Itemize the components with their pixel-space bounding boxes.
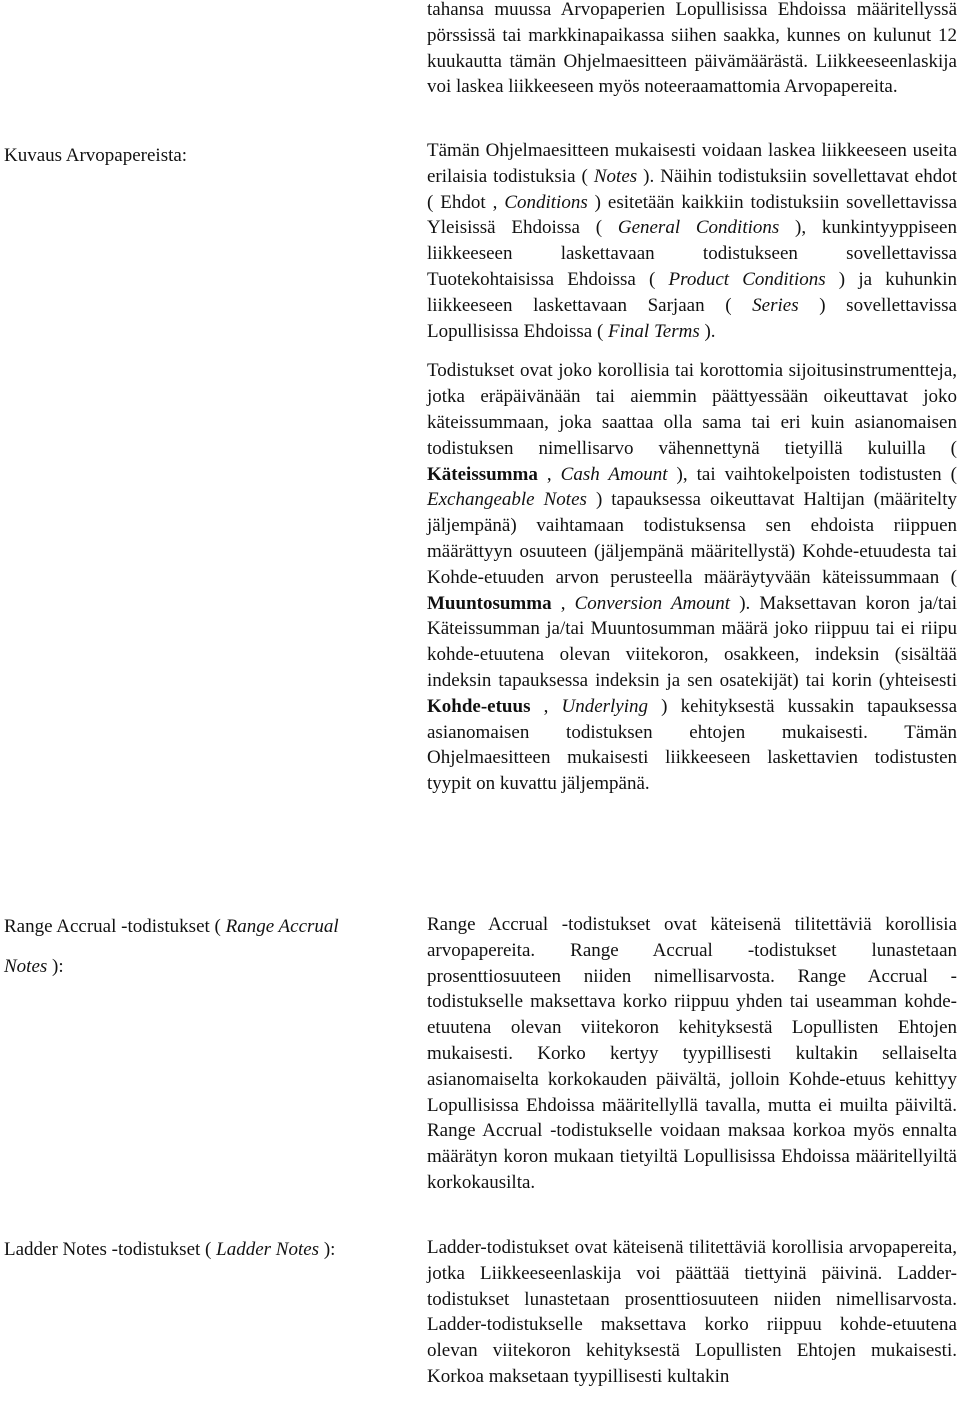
text-segment: tahansa muussa Arvopaperien Lopullisissa Ehdoissa määritellyssä pörssissä tai markkinapaikassa siihen saakka, kunnes on kulunut 12 kuukautta tämän Ohjelmaesitteen päivämäärästä. Liikkeeseenlaskija voi laskea liikkeeseen myös noteeraamattomia Arvopapereita. xyxy=(427,0,957,98)
paragraph xyxy=(427,138,957,344)
text-segment: Todistukset ovat joko korollisia tai korottomia sijoitusinstrumentteja, jotka eräpäivänään tai aiemmin päättyessään oikeuttavat joko käteissummaan, joka saattaa olla sama tai eri kuin asianomaisen todistuksen nimellisarvo vähennettynä tietyillä kuluilla ( xyxy=(427,360,957,459)
paragraph xyxy=(427,1235,957,1390)
row-label xyxy=(4,1230,384,1270)
text-segment: ): xyxy=(47,956,64,977)
text-segment: Range Accrual -todistukset ovat käteisenä tilitettäviä korollisia arvopapereita. Range Accrual -todistukset lunastetaan prosenttiosuuteen niiden nimellisarvosta. Range Accrual -todistukselle maksettava korko riippuu yhden tai useamman kohde-etuutena olevan viitekoron kehityksestä Lopullisten Ehtojen mukaisesti. Korko kertyy tyypillisesti kultakin sellaiselta asianomaiselta korkokauden päivältä, jolloin Kohde-etuus kehittyy Lopullisissa Ehdoissa määritellyllä tavalla, mutta ei muilta päiviltä. Range Accrual -todistukselle voidaan maksaa korkoa myös ennalta määrätyn koron mukaan tietyiltä Lopullisissa Ehdoissa määritellyiltä korkokausilta. xyxy=(427,914,957,1193)
italic-term: Conversion Amount xyxy=(574,592,731,614)
text-segment: , xyxy=(537,463,561,485)
text-segment: ) tapauksessa oikeuttavat Haltijan (määritelty jäljempänä) vaihtamaan todistuksensa sen ehdoista riippuen määrättyyn osuuteen (jäljempänä määritellystä) Kohde-etuudesta tai Kohde-etuuden arvon perusteella määräytyvään käteissummaan ( xyxy=(427,489,957,588)
text-segment: Ladder-todistukset ovat käteisenä tilitettäviä korollisia arvopapereita, jotka Liikkeeseenlaskija voi päättää tiettyinä päivinä. Ladder-todistukset lunastetaan prosenttiosuuteen niiden nimellisarvosta. Ladder-todistukselle maksettava korko riippuu kohde-etuutena olevan viitekoron kehityksestä Lopullisten Ehtojen mukaisesti. Korkoa maksetaan tyypillisesti kultakin xyxy=(427,1237,957,1387)
row-label xyxy=(4,136,384,176)
italic-term: Cash Amount xyxy=(560,463,668,485)
text-segment: Kuvaus Arvopapereista: xyxy=(4,145,188,166)
text-segment: Tämän Ohjelmaesitteen mukaisesti voidaan laskea liikkeeseen useita erilaisia todistuksia ( xyxy=(427,140,957,187)
text-segment: ), kunkintyyppiseen liikkeeseen laskettavaan todistukseen sovellettavissa Tuotekohtaisissa Ehdoissa ( xyxy=(427,217,957,290)
row-body xyxy=(427,0,957,100)
text-segment: ). xyxy=(699,320,716,342)
text-segment: ) esitetään kaikkiin todistuksiin sovellettavissa Yleisissä Ehdoissa ( xyxy=(427,191,957,239)
text-segment: ). Maksettavan koron ja/tai Käteissumman ja/tai Muuntosumman määrä joko riippuu tai ei riipu kohde-etuutena olevan viitekoron, osakkeen, indeksin (sisältää indeksin tapauksessa indeksin ja sen osatekijät) tai korin (yhteisesti xyxy=(427,592,958,691)
row-body xyxy=(427,912,957,1196)
bold-term: Muuntosumma xyxy=(427,592,552,614)
text-segment: Range Accrual -todistukset ( xyxy=(4,916,226,937)
row-label xyxy=(4,907,384,987)
text-segment: ). Näihin todistuksiin sovellettavat ehdot ( Ehdot , xyxy=(427,165,957,213)
text-segment: , xyxy=(551,592,575,614)
text-segment: ) ja kuhunkin liikkeeseen laskettavaan Sarjaan ( xyxy=(427,268,957,316)
italic-term: Exchangeable Notes xyxy=(427,489,587,511)
paragraph xyxy=(427,0,957,100)
italic-term: Product Conditions xyxy=(668,268,826,290)
bold-term: Käteissumma xyxy=(427,463,538,485)
text-segment: ): xyxy=(319,1239,336,1260)
italic-term: Conditions xyxy=(504,191,588,213)
italic-term: Ladder Notes xyxy=(216,1239,320,1260)
bold-term: Kohde-etuus xyxy=(427,695,531,717)
text-segment: , xyxy=(530,695,562,717)
text-segment: ) sovellettavissa Lopullisissa Ehdoissa ( xyxy=(427,294,957,342)
row-body xyxy=(427,138,957,797)
text-segment: Ladder Notes -todistukset ( xyxy=(4,1239,217,1260)
paragraph xyxy=(427,358,957,797)
paragraph xyxy=(427,912,957,1196)
italic-term: Underlying xyxy=(561,695,649,717)
text-segment: ) kehityksestä kussakin tapauksessa asianomaisen todistuksen ehtojen mukaisesti. Tämän Ohjelmaesitteen mukaisesti liikkeeseen laskettavien todistusten tyypit on kuvattu jäljempänä. xyxy=(427,695,957,795)
italic-term: Final Terms xyxy=(608,320,700,342)
italic-term: General Conditions xyxy=(617,217,780,239)
italic-term: Series xyxy=(752,294,799,316)
text-segment: ), tai vaihtokelpoisten todistusten ( xyxy=(667,463,957,485)
italic-term: Notes xyxy=(593,165,638,187)
italic-term: Range Accrual Notes xyxy=(4,916,339,977)
row-body xyxy=(427,1235,957,1390)
